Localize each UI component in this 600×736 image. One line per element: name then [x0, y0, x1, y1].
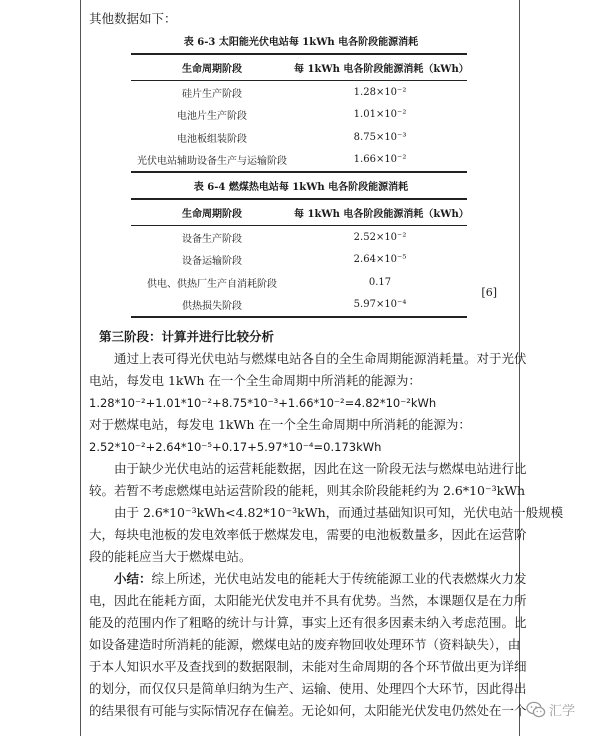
summary-line: 的结果很有可能与实际情况存在偏差。无论如何，太阳能光伏发电仍然处在一个	[89, 703, 527, 718]
table-cell: 设备生产阶段	[182, 233, 242, 245]
table-cell: 供电、供热厂生产自消耗阶段	[147, 278, 277, 290]
table-cell: 0.17	[368, 276, 392, 288]
table-cell: 光伏电站辅助设备生产与运输阶段	[131, 149, 293, 173]
table-cell: 供热损失阶段	[131, 294, 293, 318]
table-cell: 2.64×10⁻⁵	[353, 254, 407, 266]
table-row	[131, 104, 467, 127]
wechat-icon	[526, 701, 546, 719]
summary-line	[89, 568, 527, 590]
summary-text: 综上所述，光伏电站发电的能耗大于传统能源工业的代表燃煤火力发	[151, 571, 527, 586]
watermark-text: 汇学	[549, 704, 576, 719]
table-cell: 设备运输阶段	[182, 256, 242, 268]
table-row	[131, 149, 467, 173]
table-header-cell: 每 1kWh 电各阶段能源消耗（kWh）	[293, 199, 467, 226]
table-row	[131, 249, 467, 272]
paragraph-line: 通过上表可得光伏电站与燃煤电站各自的全生命周期能源消耗量。对于光伏	[114, 351, 527, 366]
formula-solar: 1.28*10⁻²+1.01*10⁻²+8.75*10⁻³+1.66*10⁻²=4.82*10⁻²kWh	[89, 396, 437, 410]
table-cell: 硅片生产阶段	[182, 88, 242, 100]
formula-coal: 2.52*10⁻²+2.64*10⁻⁵+0.17+5.97*10⁻⁴=0.173kWh	[89, 440, 382, 454]
summary-label: 小结：	[114, 571, 152, 586]
summary-line: 如设备建造时所消耗的能源，燃煤电站的废弃物回收处理环节（资料缺失），由	[89, 637, 521, 652]
table-header-row	[131, 54, 467, 81]
table-cell: 5.97×10⁻⁴	[293, 294, 467, 318]
table-header-row	[131, 199, 467, 226]
table-cell: 1.28×10⁻²	[353, 86, 407, 98]
paragraph-line: 由于缺少光伏电站的运营耗能数据，因此在这一阶段无法与燃煤电站进行比	[114, 461, 527, 476]
table-row	[131, 294, 467, 318]
watermark	[526, 700, 575, 719]
table-header-cell: 生命周期阶段	[131, 54, 293, 81]
paragraph-line: 由于 2.6*10⁻³kWh<4.82*10⁻³kWh，而通过基础知识可知，光伏电站一般规模	[114, 505, 564, 520]
table-coal-energy	[131, 198, 467, 318]
summary-line: 能及的范围内作了粗略的统计与计算，事实上还有很多因素未纳入考虑范围。比	[89, 615, 527, 630]
paragraph-line: 段的能耗应当大于燃煤电站。	[89, 549, 252, 564]
table-cell: 1.01×10⁻²	[353, 109, 407, 121]
summary-line: 于本人知识水平及查找到的数据限制，未能对生命周期的各个环节做出更为详细	[89, 659, 527, 674]
table2-caption: 表 6-4 燃煤热电站每 1kWh 电各阶段能源消耗	[193, 182, 409, 193]
table-cell: 电池板组装阶段	[177, 133, 247, 145]
table-cell: 2.52×10⁻²	[353, 231, 407, 243]
table-header-cell: 生命周期阶段	[131, 199, 293, 226]
summary-line: 的划分，而仅仅只是简单归纳为生产、运输、使用、处理四个大环节，因此得出	[89, 681, 527, 696]
paragraph-line: 电站，每发电 1kWh 在一个全生命周期中所消耗的能源为：	[89, 373, 421, 388]
section-heading: 第三阶段：计算并进行比较分析	[99, 329, 275, 344]
table-row	[131, 271, 467, 294]
table-cell: 8.75×10⁻³	[353, 131, 407, 143]
table-row	[131, 81, 467, 104]
reference-marker: [6]	[481, 286, 497, 299]
paragraph-line: 对于燃煤电站，每发电 1kWh 在一个全生命周期中所消耗的能源为：	[89, 417, 471, 432]
intro-text: 其他数据如下：	[89, 11, 177, 26]
table-solar-energy	[131, 53, 467, 173]
table-cell: 1.66×10⁻²	[293, 149, 467, 173]
table1-caption: 表 6-3 太阳能光伏电站每 1kWh 电各阶段能源消耗	[183, 37, 419, 48]
table-row	[131, 126, 467, 149]
table-row	[131, 226, 467, 249]
paragraph-line: 较。若暂不考虑燃煤电站运营阶段的能耗，则其余阶段能耗约为 2.6*10⁻³kWh	[89, 483, 526, 498]
paragraph-line: 大，每块电池板的发电效率低于燃煤发电，需要的电池板数量多，因此在运营阶	[89, 527, 527, 542]
summary-line: 电，因此在能耗方面，太阳能光伏发电并不具有优势。当然，本课题仅是在力所	[89, 593, 527, 608]
table-header-cell: 每 1kWh 电各阶段能源消耗（kWh）	[293, 54, 467, 81]
table-cell: 电池片生产阶段	[177, 111, 247, 123]
